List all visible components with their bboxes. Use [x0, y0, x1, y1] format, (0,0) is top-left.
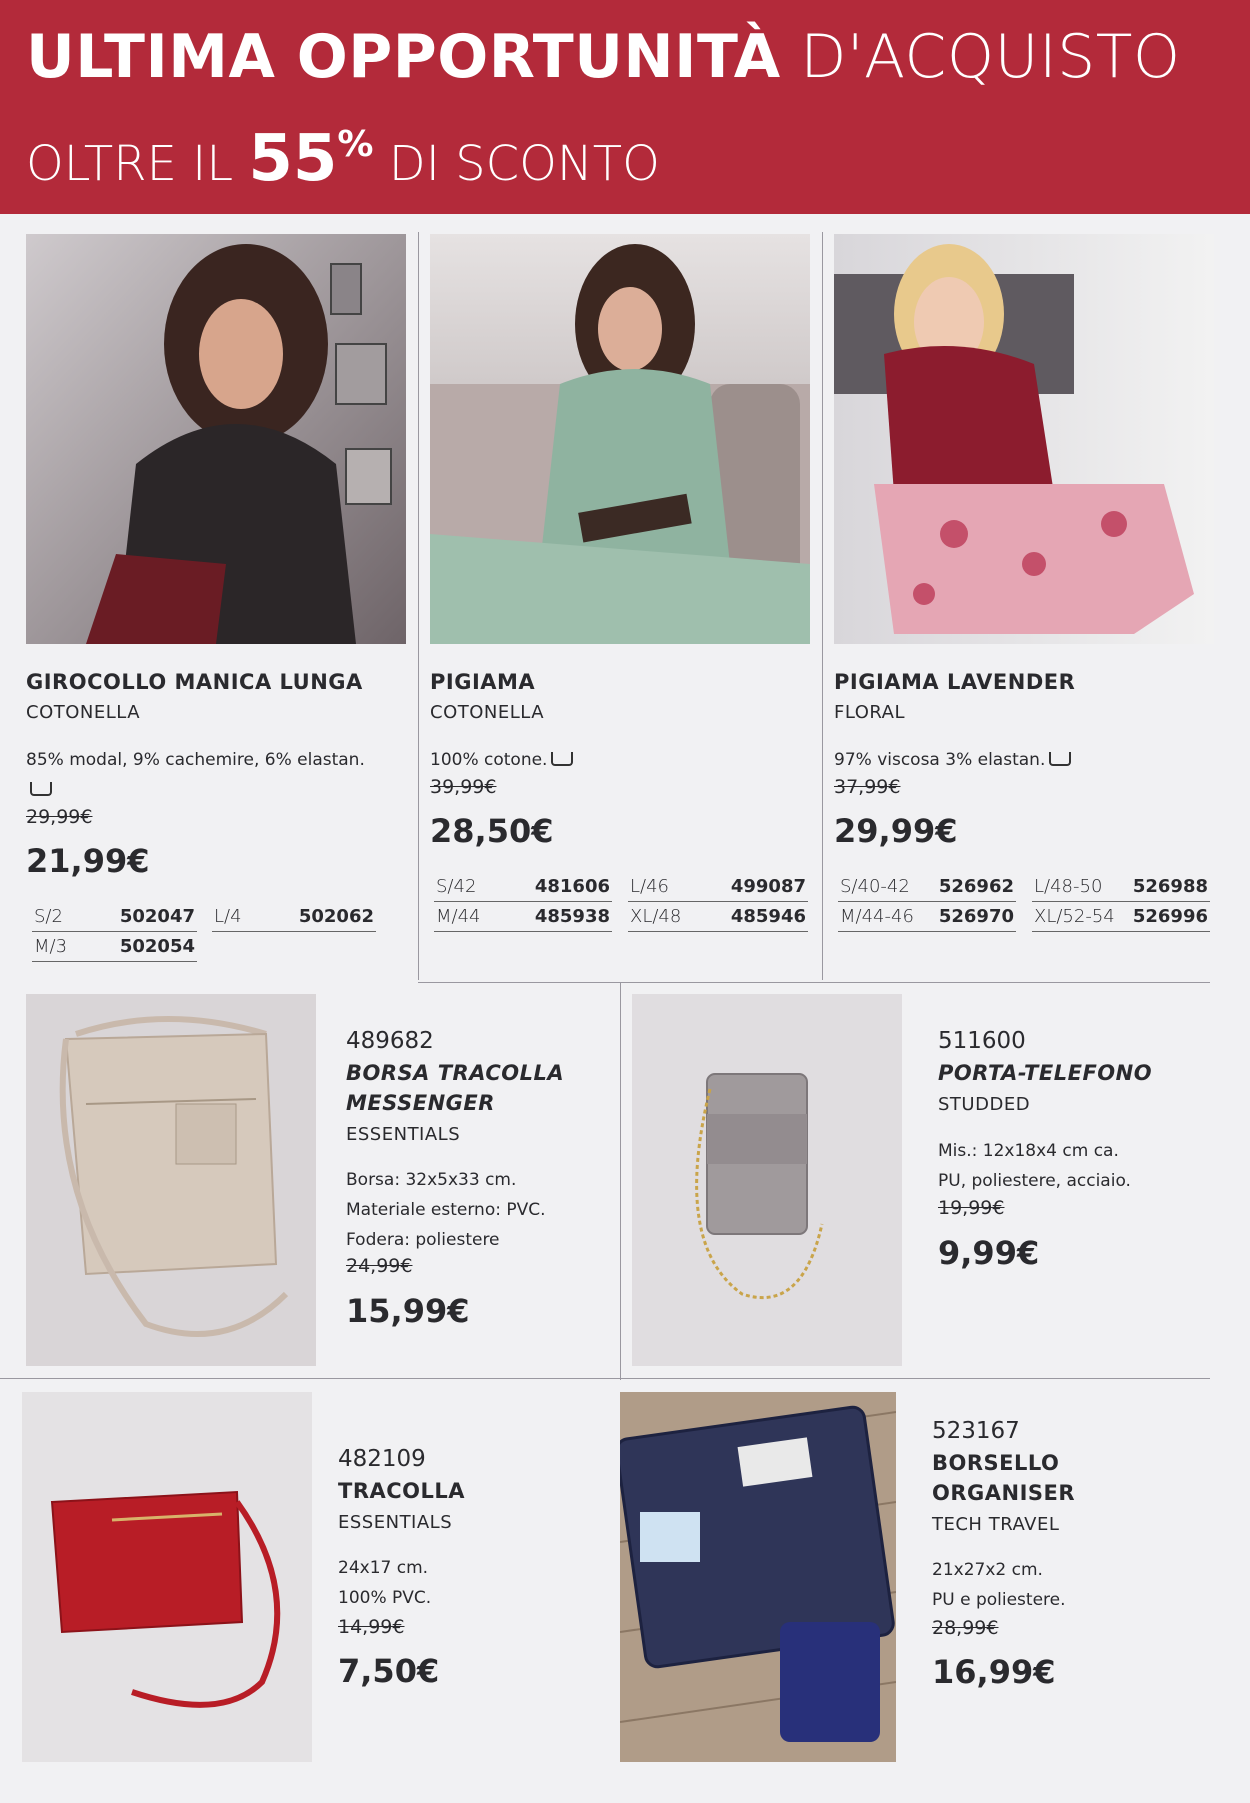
size-label: L/46 — [630, 876, 669, 897]
product-photo-borsello-organiser[interactable] — [620, 1392, 896, 1762]
headline — [26, 22, 1181, 92]
size-row[interactable] — [434, 874, 612, 902]
subheadline — [26, 122, 660, 196]
product-title-line1: PORTA-TELEFONO — [938, 1061, 1153, 1085]
sale-price: 28,50€ — [430, 812, 554, 850]
size-label: XL/48 — [630, 906, 682, 927]
product-title-line1: BORSELLO — [932, 1451, 1060, 1475]
size-table — [434, 874, 808, 934]
description-text: 100% cotone. — [430, 750, 548, 770]
description-line: Fodera: poliestere — [346, 1230, 500, 1250]
size-code: 502054 — [119, 936, 195, 957]
wash-icon — [1049, 752, 1071, 766]
size-code: 481606 — [534, 876, 610, 897]
size-code: 502047 — [119, 906, 195, 927]
product-title-line2: MESSENGER — [346, 1091, 495, 1115]
old-price: 14,99€ — [338, 1616, 405, 1638]
size-label: M/44 — [436, 906, 481, 927]
headline-bold: ULTIMA OPPORTUNITÀ — [26, 22, 781, 92]
description-line: 100% PVC. — [338, 1588, 432, 1608]
divider — [418, 982, 1210, 983]
size-label: M/44-46 — [840, 906, 914, 927]
sale-price: 9,99€ — [938, 1234, 1040, 1272]
product-description — [834, 745, 1210, 775]
size-code: 485938 — [534, 906, 610, 927]
description-line: PU e poliestere. — [932, 1590, 1066, 1610]
old-price: 24,99€ — [346, 1255, 413, 1277]
product-description — [938, 1136, 1208, 1196]
size-label: S/42 — [436, 876, 477, 897]
size-row[interactable] — [1032, 874, 1210, 902]
description-line: 24x17 cm. — [338, 1558, 429, 1578]
divider — [822, 232, 823, 980]
divider — [620, 982, 621, 1380]
product-description — [932, 1555, 1202, 1615]
product-code: 523167 — [932, 1418, 1020, 1444]
description-line: Borsa: 32x5x33 cm. — [346, 1170, 517, 1190]
product-photo-pigiama[interactable] — [430, 234, 810, 644]
size-row[interactable] — [212, 904, 376, 932]
size-label: S/40-42 — [840, 876, 910, 897]
product-brand: STUDDED — [938, 1094, 1031, 1115]
size-code: 526996 — [1132, 906, 1208, 927]
product-title-line2: ORGANISER — [932, 1481, 1076, 1505]
description-line: PU, poliestere, acciaio. — [938, 1171, 1131, 1191]
size-table — [32, 904, 376, 974]
size-label: M/3 — [34, 936, 68, 957]
product-description — [26, 745, 386, 805]
product-photo-girocollo[interactable] — [26, 234, 406, 644]
size-row[interactable] — [434, 904, 612, 932]
old-price: 39,99€ — [430, 776, 497, 798]
product-title: GIROCOLLO MANICA LUNGA — [26, 670, 363, 694]
size-label: L/4 — [214, 906, 242, 927]
description-text: 85% modal, 9% cachemire, 6% elastan. — [26, 750, 365, 770]
product-description — [346, 1165, 616, 1255]
product-description — [338, 1553, 608, 1613]
divider — [418, 232, 419, 980]
product-brand: ESSENTIALS — [338, 1512, 453, 1533]
product-brand: ESSENTIALS — [346, 1124, 461, 1145]
product-code: 482109 — [338, 1446, 426, 1472]
subheadline-suffix: DI SCONTO — [388, 136, 660, 192]
sale-price: 16,99€ — [932, 1653, 1056, 1691]
product-brand: FLORAL — [834, 702, 906, 723]
product-title-line1: TRACOLLA — [338, 1479, 466, 1503]
header-banner — [0, 0, 1250, 214]
description-line: Mis.: 12x18x4 cm ca. — [938, 1141, 1119, 1161]
size-row[interactable] — [838, 874, 1016, 902]
sale-price: 29,99€ — [834, 812, 958, 850]
size-code: 499087 — [730, 876, 806, 897]
product-photo-porta-telefono[interactable] — [632, 994, 902, 1366]
product-brand: COTONELLA — [26, 702, 141, 723]
old-price: 28,99€ — [932, 1617, 999, 1639]
sale-price: 15,99€ — [346, 1292, 470, 1330]
size-code: 502062 — [298, 906, 374, 927]
size-row[interactable] — [32, 904, 197, 932]
discount-percent: % — [337, 124, 374, 165]
old-price: 29,99€ — [26, 806, 93, 828]
product-code: 511600 — [938, 1028, 1026, 1054]
description-line: 21x27x2 cm. — [932, 1560, 1043, 1580]
old-price: 19,99€ — [938, 1197, 1005, 1219]
product-brand: COTONELLA — [430, 702, 545, 723]
size-row[interactable] — [1032, 904, 1210, 932]
product-title: PIGIAMA — [430, 670, 536, 694]
size-code: 526970 — [938, 906, 1014, 927]
product-title-line1: BORSA TRACOLLA — [346, 1061, 565, 1085]
description-line: Materiale esterno: PVC. — [346, 1200, 546, 1220]
size-row[interactable] — [628, 904, 808, 932]
subheadline-prefix: OLTRE IL — [26, 136, 234, 192]
product-code: 489682 — [346, 1028, 434, 1054]
description-text: 97% viscosa 3% elastan. — [834, 750, 1046, 770]
product-description — [430, 745, 800, 775]
wash-icon — [30, 782, 52, 796]
size-row[interactable] — [32, 934, 197, 962]
size-row[interactable] — [838, 904, 1016, 932]
size-code: 526988 — [1132, 876, 1208, 897]
size-label: XL/52-54 — [1034, 906, 1115, 927]
sale-price: 7,50€ — [338, 1652, 440, 1690]
discount-value: 55 — [248, 122, 338, 196]
size-row[interactable] — [628, 874, 808, 902]
size-label: S/2 — [34, 906, 63, 927]
product-photo-borsa-messenger[interactable] — [26, 994, 316, 1366]
divider — [0, 1378, 1210, 1379]
product-brand: TECH TRAVEL — [932, 1514, 1060, 1535]
size-table — [838, 874, 1210, 934]
size-label: L/48-50 — [1034, 876, 1103, 897]
size-code: 485946 — [730, 906, 806, 927]
product-title: PIGIAMA LAVENDER — [834, 670, 1076, 694]
headline-light: D'ACQUISTO — [800, 22, 1181, 92]
wash-icon — [551, 752, 573, 766]
old-price: 37,99€ — [834, 776, 901, 798]
sale-price: 21,99€ — [26, 842, 150, 880]
product-photo-tracolla[interactable] — [22, 1392, 312, 1762]
product-photo-pigiama-lavender[interactable] — [834, 234, 1214, 644]
size-code: 526962 — [938, 876, 1014, 897]
